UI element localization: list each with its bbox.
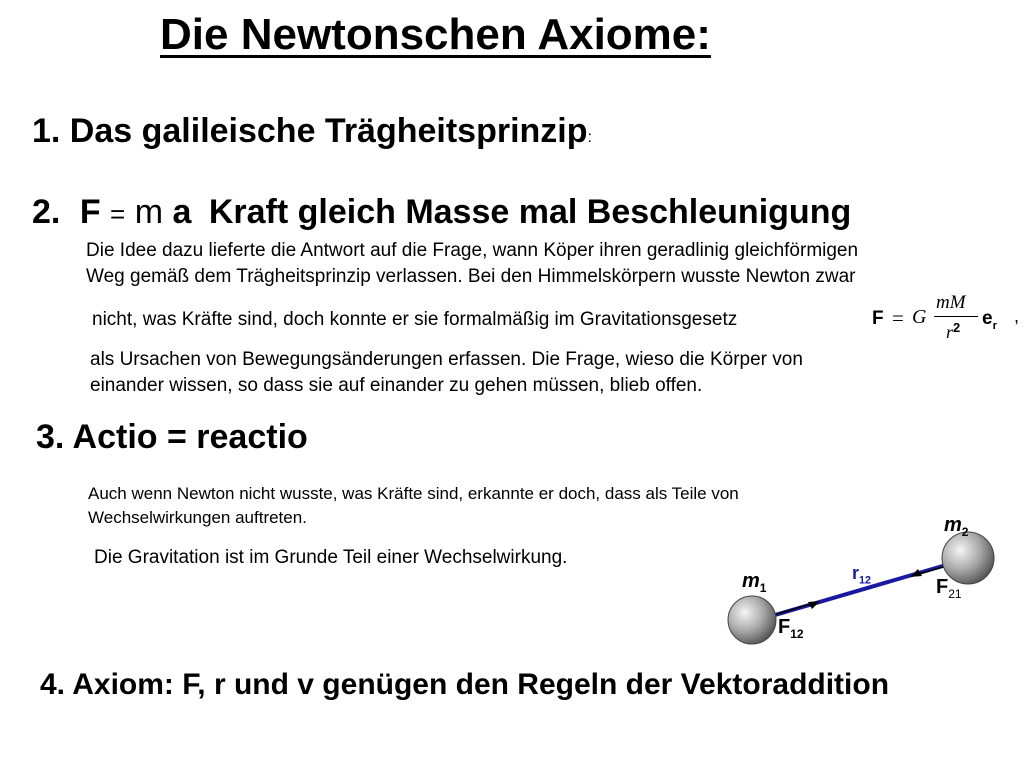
axiom2-a: a — [172, 193, 192, 231]
axiom2-m: m — [134, 193, 164, 231]
axiom3-line2: Wechselwirkungen auftreten. — [88, 508, 307, 527]
label-F12-letter: F — [778, 616, 791, 638]
label-m2 — [944, 514, 968, 539]
label-r12-sub: 12 — [859, 574, 872, 587]
axiom2-number: 2. — [32, 193, 61, 231]
label-r12-letter: r — [852, 563, 860, 583]
axiom2-line3: nicht, was Kräfte sind, doch konnte er sie formalmäßig im Gravitationsgesetz — [92, 309, 738, 330]
label-m1-letter: m — [742, 570, 760, 592]
F12-arrowhead — [808, 601, 820, 609]
label-m2-letter: m — [944, 514, 962, 536]
label-F12-sub: 12 — [790, 627, 804, 641]
axiom1-heading-text: 1. Das galileische Trägheitsprinzip — [32, 112, 588, 150]
axiom4-und: und — [225, 668, 298, 701]
axiom4-comma: , — [197, 668, 214, 701]
axiom4-v: v — [297, 668, 314, 701]
axiom3-line1: Auch wenn Newton nicht wusste, was Kräfte sind, erkannte er doch, dass als Teile von — [88, 484, 739, 503]
fraction-bar — [934, 316, 978, 317]
formula-equals: = — [892, 306, 904, 330]
label-r12 — [852, 563, 871, 587]
axiom2-heading — [32, 193, 851, 232]
axiom3-line3: Die Gravitation ist im Grunde Teil einer Wechselwirkung. — [94, 547, 568, 568]
axiom2-equals: = — [110, 199, 126, 229]
axiom1-heading — [32, 112, 592, 151]
axiom2-F: F — [79, 193, 101, 231]
axiom2-heading-text: Kraft gleich Masse mal Beschleunigung — [208, 193, 852, 231]
page-title: Die Newtonschen Axiome: — [160, 10, 711, 59]
axiom4-suffix: genügen den Regeln der Vektoraddition — [313, 668, 890, 701]
axiom1-colon: : — [587, 129, 592, 146]
axiom3-heading: 3. Actio = reactio — [36, 418, 308, 456]
label-F21-sub: 21 — [948, 587, 962, 601]
formula-numerator: mM — [936, 292, 966, 313]
label-F21-letter: F — [936, 576, 949, 598]
formula-denominator-r: r — [946, 322, 954, 342]
formula-e — [982, 308, 997, 332]
mass-m1 — [728, 596, 776, 644]
formula-denominator-exp: 2 — [953, 320, 961, 335]
formula-e-letter: e — [982, 308, 993, 329]
axiom4-prefix: 4. Axiom: — [40, 668, 183, 701]
label-m1 — [742, 570, 766, 595]
label-F12 — [778, 616, 804, 641]
formula-G: G — [912, 306, 927, 328]
formula-denominator — [946, 320, 960, 343]
gravitation-formula — [872, 292, 1024, 342]
axiom4-r: r — [213, 668, 226, 701]
axiom2-line2: Weg gemäß dem Trägheitsprinzip verlassen. Bei den Himmelskörpern wusste Newton zwar — [86, 266, 856, 287]
label-m1-sub: 1 — [759, 581, 767, 595]
axiom2-line5: einander wissen, so dass sie auf einander zu gehen müssen, blieb offen. — [90, 375, 703, 396]
label-m2-sub: 2 — [961, 525, 969, 539]
axiom4-F: F — [182, 668, 198, 701]
axiom2-line1: Die Idee dazu lieferte die Antwort auf die Frage, wann Köper ihren geradlinig gleichförmigen — [86, 240, 859, 261]
axiom2-line4: als Ursachen von Bewegungsänderungen erfassen. Die Frage, wieso die Körper von — [90, 349, 803, 370]
formula-e-sub: r — [992, 319, 998, 332]
formula-comma: , — [1014, 306, 1020, 326]
label-F21 — [936, 576, 962, 601]
formula-F: F — [872, 308, 884, 329]
axiom4-heading — [40, 668, 889, 702]
